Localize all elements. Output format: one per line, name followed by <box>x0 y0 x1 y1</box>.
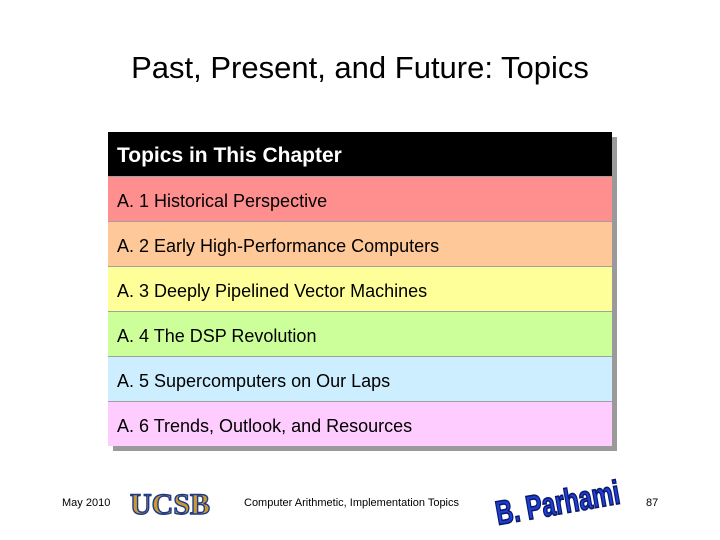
topic-row-a2: A. 2 Early High-Performance Computers <box>108 221 612 266</box>
author-logo <box>492 474 623 533</box>
ucsb-logo <box>126 484 214 522</box>
topics-table <box>108 132 612 446</box>
slide-title: Past, Present, and Future: Topics <box>131 50 589 85</box>
ucsb-logo-text: UCSB <box>129 488 211 521</box>
topic-row-a5: A. 5 Supercomputers on Our Laps <box>108 356 612 401</box>
footer-date: May 2010 <box>62 497 111 509</box>
topic-row-a6: A. 6 Trends, Outlook, and Resources <box>108 401 612 446</box>
slide-footer <box>0 474 720 533</box>
topic-row-a4: A. 4 The DSP Revolution <box>108 311 612 356</box>
footer-topic: Computer Arithmetic, Implementation Topics <box>244 497 459 509</box>
topic-row-a3: A. 3 Deeply Pipelined Vector Machines <box>108 266 612 311</box>
topics-table-header: Topics in This Chapter <box>108 132 612 176</box>
page-number: 87 <box>646 497 659 509</box>
author-logo-text: B. Parhami <box>492 474 623 533</box>
topic-row-a1: A. 1 Historical Perspective <box>108 176 612 221</box>
